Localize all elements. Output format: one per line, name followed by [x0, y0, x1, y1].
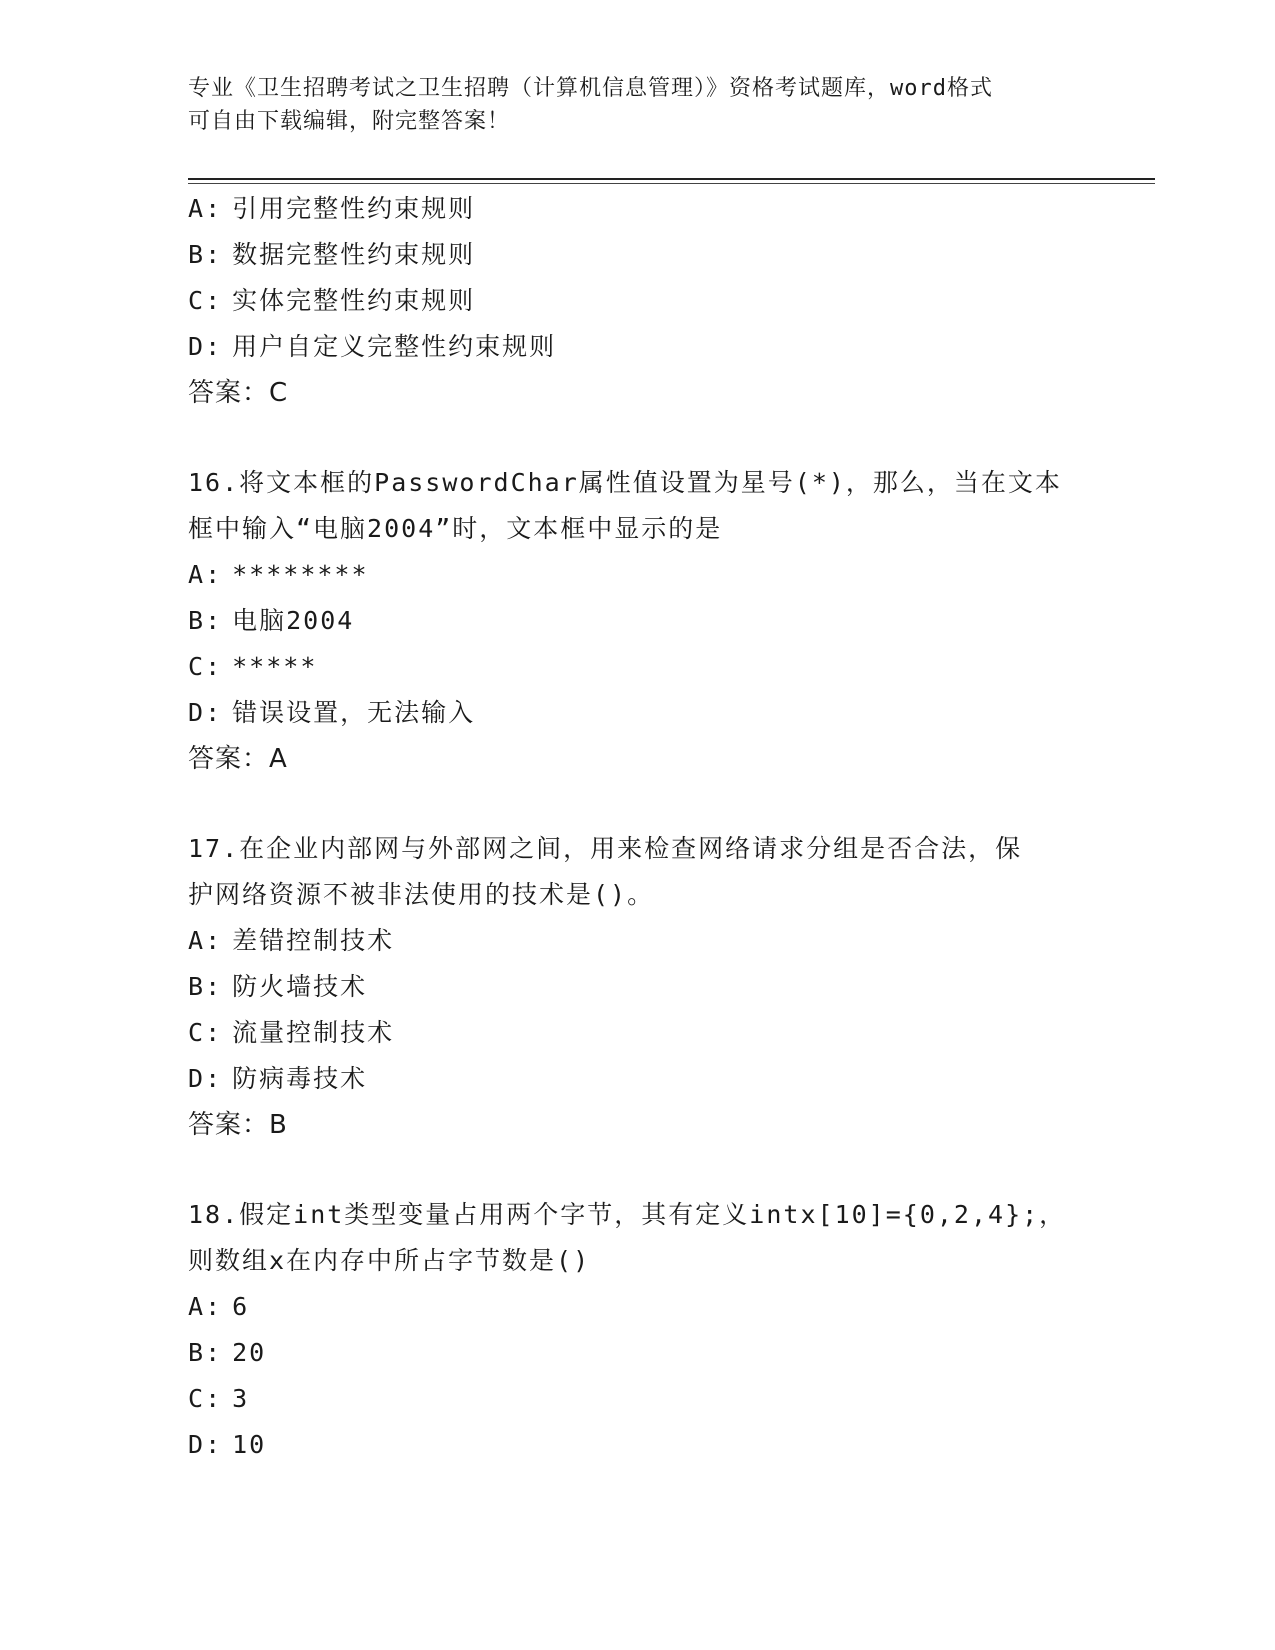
header-line-2: 可自由下载编辑，附完整答案！ [188, 109, 511, 134]
question-text-line-2: 则数组x在内存中所占字节数是() [188, 1246, 591, 1275]
option-text: ******** [232, 560, 369, 589]
option-key: B [188, 240, 206, 269]
option-c: C: 3 [188, 1384, 250, 1413]
option-b: B: 防火墙技术 [188, 972, 368, 1001]
option-d: D: 防病毒技术 [188, 1064, 368, 1093]
option-c: C: 流量控制技术 [188, 1018, 395, 1047]
option-b: B: 数据完整性约束规则 [188, 240, 476, 269]
option-text: 10 [232, 1430, 267, 1459]
question-15-continuation [188, 186, 1088, 416]
option-key: B [188, 606, 206, 635]
question-16 [188, 460, 1088, 782]
option-text: 20 [232, 1338, 267, 1367]
option-text: 差错控制技术 [232, 926, 395, 955]
option-key: C [188, 286, 206, 315]
option-c: C: ***** [188, 652, 318, 681]
option-text: 防病毒技术 [232, 1064, 368, 1093]
question-text-line-1: 18.假定int类型变量占用两个字节，其有定义intx[10]={0,2,4};， [188, 1200, 1067, 1229]
header-divider-thin [188, 183, 1155, 184]
option-key: A [188, 194, 206, 223]
answer-line: 答案：A [188, 744, 288, 774]
answer-line: 答案：C [188, 378, 289, 408]
option-key: D [188, 1430, 206, 1459]
question-text-line-1: 16.将文本框的PasswordChar属性值设置为星号(*)，那么，当在文本 [188, 468, 1062, 497]
option-a: A: 6 [188, 1292, 250, 1321]
option-key: A [188, 1292, 206, 1321]
question-18 [188, 1192, 1088, 1468]
option-a: A: 引用完整性约束规则 [188, 194, 476, 223]
option-key: B [188, 972, 206, 1001]
option-c: C: 实体完整性约束规则 [188, 286, 476, 315]
option-d: D: 错误设置，无法输入 [188, 698, 476, 727]
option-key: B [188, 1338, 206, 1367]
option-d: D: 用户自定义完整性约束规则 [188, 332, 557, 361]
option-text: ***** [232, 652, 318, 681]
option-key: C [188, 1018, 206, 1047]
option-text: 引用完整性约束规则 [232, 194, 476, 223]
question-text-line-1: 17.在企业内部网与外部网之间，用来检查网络请求分组是否合法，保 [188, 834, 1023, 863]
option-key: D [188, 1064, 206, 1093]
option-b: B: 电脑2004 [188, 606, 355, 635]
option-text: 错误设置，无法输入 [232, 698, 476, 727]
option-text: 电脑2004 [232, 606, 355, 635]
question-text-line-2: 护网络资源不被非法使用的技术是()。 [188, 880, 655, 909]
option-b: B: 20 [188, 1338, 267, 1367]
document-header [188, 72, 1088, 138]
option-key: A [188, 926, 206, 955]
option-a: A: 差错控制技术 [188, 926, 395, 955]
header-divider [188, 178, 1155, 180]
header-line-1: 专业《卫生招聘考试之卫生招聘（计算机信息管理）》资格考试题库，word格式 [188, 76, 993, 101]
option-key: A [188, 560, 206, 589]
option-text: 防火墙技术 [232, 972, 368, 1001]
question-list [188, 186, 1088, 1468]
option-d: D: 10 [188, 1430, 267, 1459]
option-text: 3 [232, 1384, 250, 1413]
question-text-line-2: 框中输入“电脑2004”时，文本框中显示的是 [188, 514, 723, 543]
answer-line: 答案：B [188, 1110, 288, 1140]
option-text: 用户自定义完整性约束规则 [232, 332, 557, 361]
option-key: D [188, 332, 206, 361]
option-a: A: ******** [188, 560, 369, 589]
option-text: 数据完整性约束规则 [232, 240, 476, 269]
option-key: C [188, 652, 206, 681]
option-key: C [188, 1384, 206, 1413]
question-17 [188, 826, 1088, 1148]
option-key: D [188, 698, 206, 727]
option-text: 6 [232, 1292, 250, 1321]
option-text: 流量控制技术 [232, 1018, 395, 1047]
option-text: 实体完整性约束规则 [232, 286, 476, 315]
